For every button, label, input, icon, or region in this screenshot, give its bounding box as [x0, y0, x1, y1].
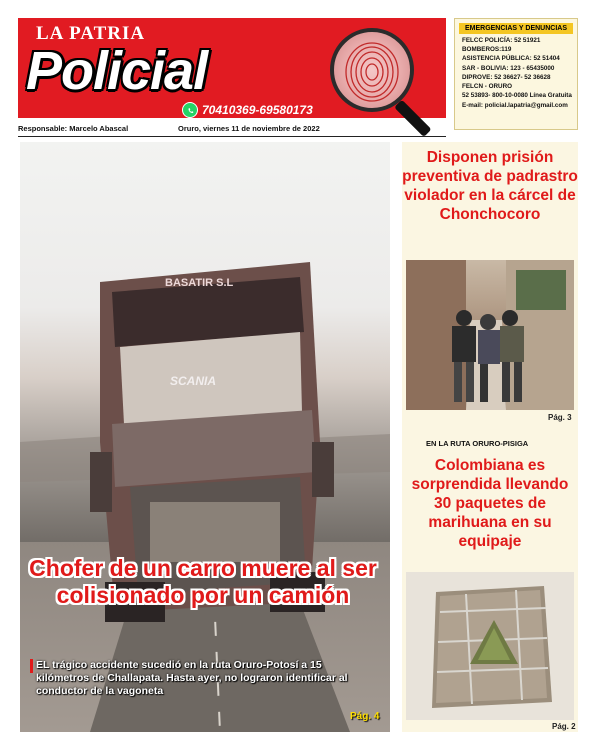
side-story-1-headline: Disponen prisión preventiva de padrastro violador en la cárcel de Chonchocoro — [402, 149, 578, 223]
emergency-box — [454, 18, 578, 130]
emergency-email: E-mail: policial.lapatria@gmail.com — [462, 102, 568, 110]
emergency-line: FELCN - ORURO — [462, 82, 513, 90]
phone-number: 70410369-69580173 — [202, 103, 313, 117]
emergency-line: SAR - BOLIVIA: 123 - 65435000 — [462, 64, 555, 72]
truck-brand: SCANIA — [170, 374, 217, 388]
drug-package-illustration — [406, 572, 574, 720]
phone-row — [182, 102, 313, 118]
side-story-1-page-ref: Pág. 3 — [548, 413, 572, 422]
side-column — [402, 142, 578, 732]
side-story-2-page-ref: Pág. 2 — [552, 722, 576, 731]
divider — [18, 136, 446, 137]
info-bar — [18, 122, 458, 136]
main-lead-text: EL trágico accidente sucedió en la ruta Oruro-Potosí a 15 kilómetros de Challapata. Hasta ayer, no lograron identificar al conductor de la vagoneta — [36, 659, 348, 697]
truck-sign: BASATIR S.L — [165, 277, 234, 289]
side-story-2-kicker: EN LA RUTA ORURO-PISIGA — [426, 439, 529, 448]
arrest-illustration — [406, 260, 574, 410]
emergency-line: DIPROVE: 52 36627- 52 36628 — [462, 73, 551, 81]
responsible-text: Responsable: Marcelo Abascal — [18, 124, 129, 133]
whatsapp-icon — [182, 102, 198, 118]
fingerprint-icon — [334, 32, 410, 108]
main-story-photo — [20, 142, 390, 732]
side-story-2-headline: Colombiana es sorprendida llevando 30 paquetes de marihuana en su equipaje — [411, 457, 569, 550]
crashed-truck-illustration — [20, 142, 390, 732]
issue-date: Oruro, viernes 11 de noviembre de 2022 — [178, 124, 320, 133]
masthead — [0, 0, 600, 120]
emergency-line: ASISTENCIA PÚBLICA: 52 51404 — [462, 55, 560, 63]
paper-name: LA PATRIA — [36, 23, 146, 44]
main-lead — [30, 659, 375, 698]
emergency-line: BOMBEROS:119 — [462, 46, 512, 54]
side-story-2-photo — [406, 572, 574, 720]
emergency-line: FELCC POLICÍA: 52 51921 — [462, 37, 541, 44]
emergency-title: EMERGENCIAS Y DENUNCIAS — [459, 23, 573, 34]
emergency-line: 52 53893- 800-10-0080 Línea Gratuita — [462, 92, 572, 100]
brand-logo: Policial — [26, 41, 208, 101]
side-story-1-photo — [406, 260, 574, 410]
main-page-ref: Pág. 4 — [350, 711, 380, 722]
main-headline: Chofer de un carro muere al ser colisionado por un camión — [29, 555, 377, 608]
